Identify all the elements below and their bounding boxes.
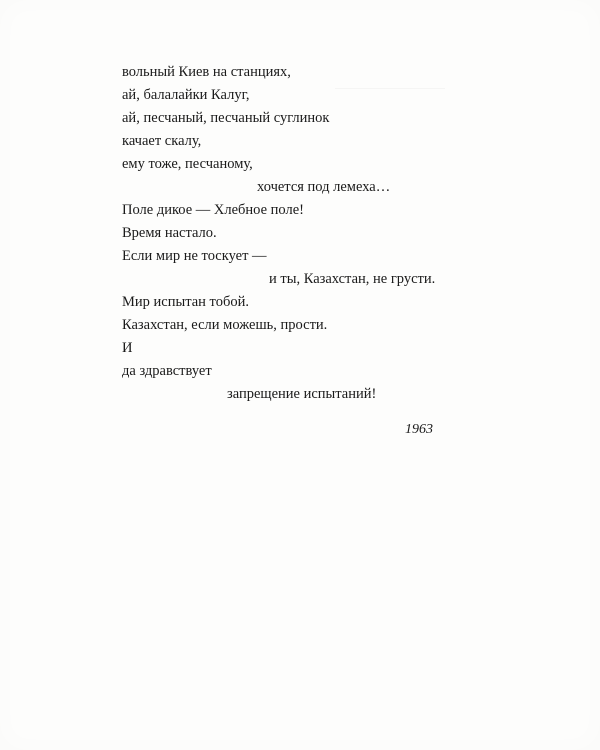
poem-line: Поле дикое — Хлебное поле! [122, 202, 304, 218]
poem-line: запрещение испытаний! [227, 386, 377, 402]
poem-line: Если мир не тоскует — [122, 248, 267, 264]
bleed-through-shadow [335, 64, 445, 89]
poem-line: и ты, Казахстан, не грусти. [269, 271, 436, 287]
poem-line: Казахстан, если можешь, прости. [122, 317, 328, 333]
poem-line: вольный Киев на станциях, [122, 64, 291, 80]
poem-line: да здравствует [122, 363, 212, 379]
poem-line: ай, песчаный, песчаный суглинок [122, 110, 330, 126]
poem-line: качает скалу, [122, 133, 202, 149]
poem-line: хочется под лемеха… [257, 179, 391, 195]
poem-line: ему тоже, песчаному, [122, 156, 253, 172]
poem-line: ай, балалайки Калуг, [122, 87, 250, 103]
poem-line: Мир испытан тобой. [122, 294, 249, 310]
poem-year: 1963 [405, 422, 433, 437]
poem-line: Время настало. [122, 225, 217, 241]
poem-line: И [122, 340, 133, 356]
